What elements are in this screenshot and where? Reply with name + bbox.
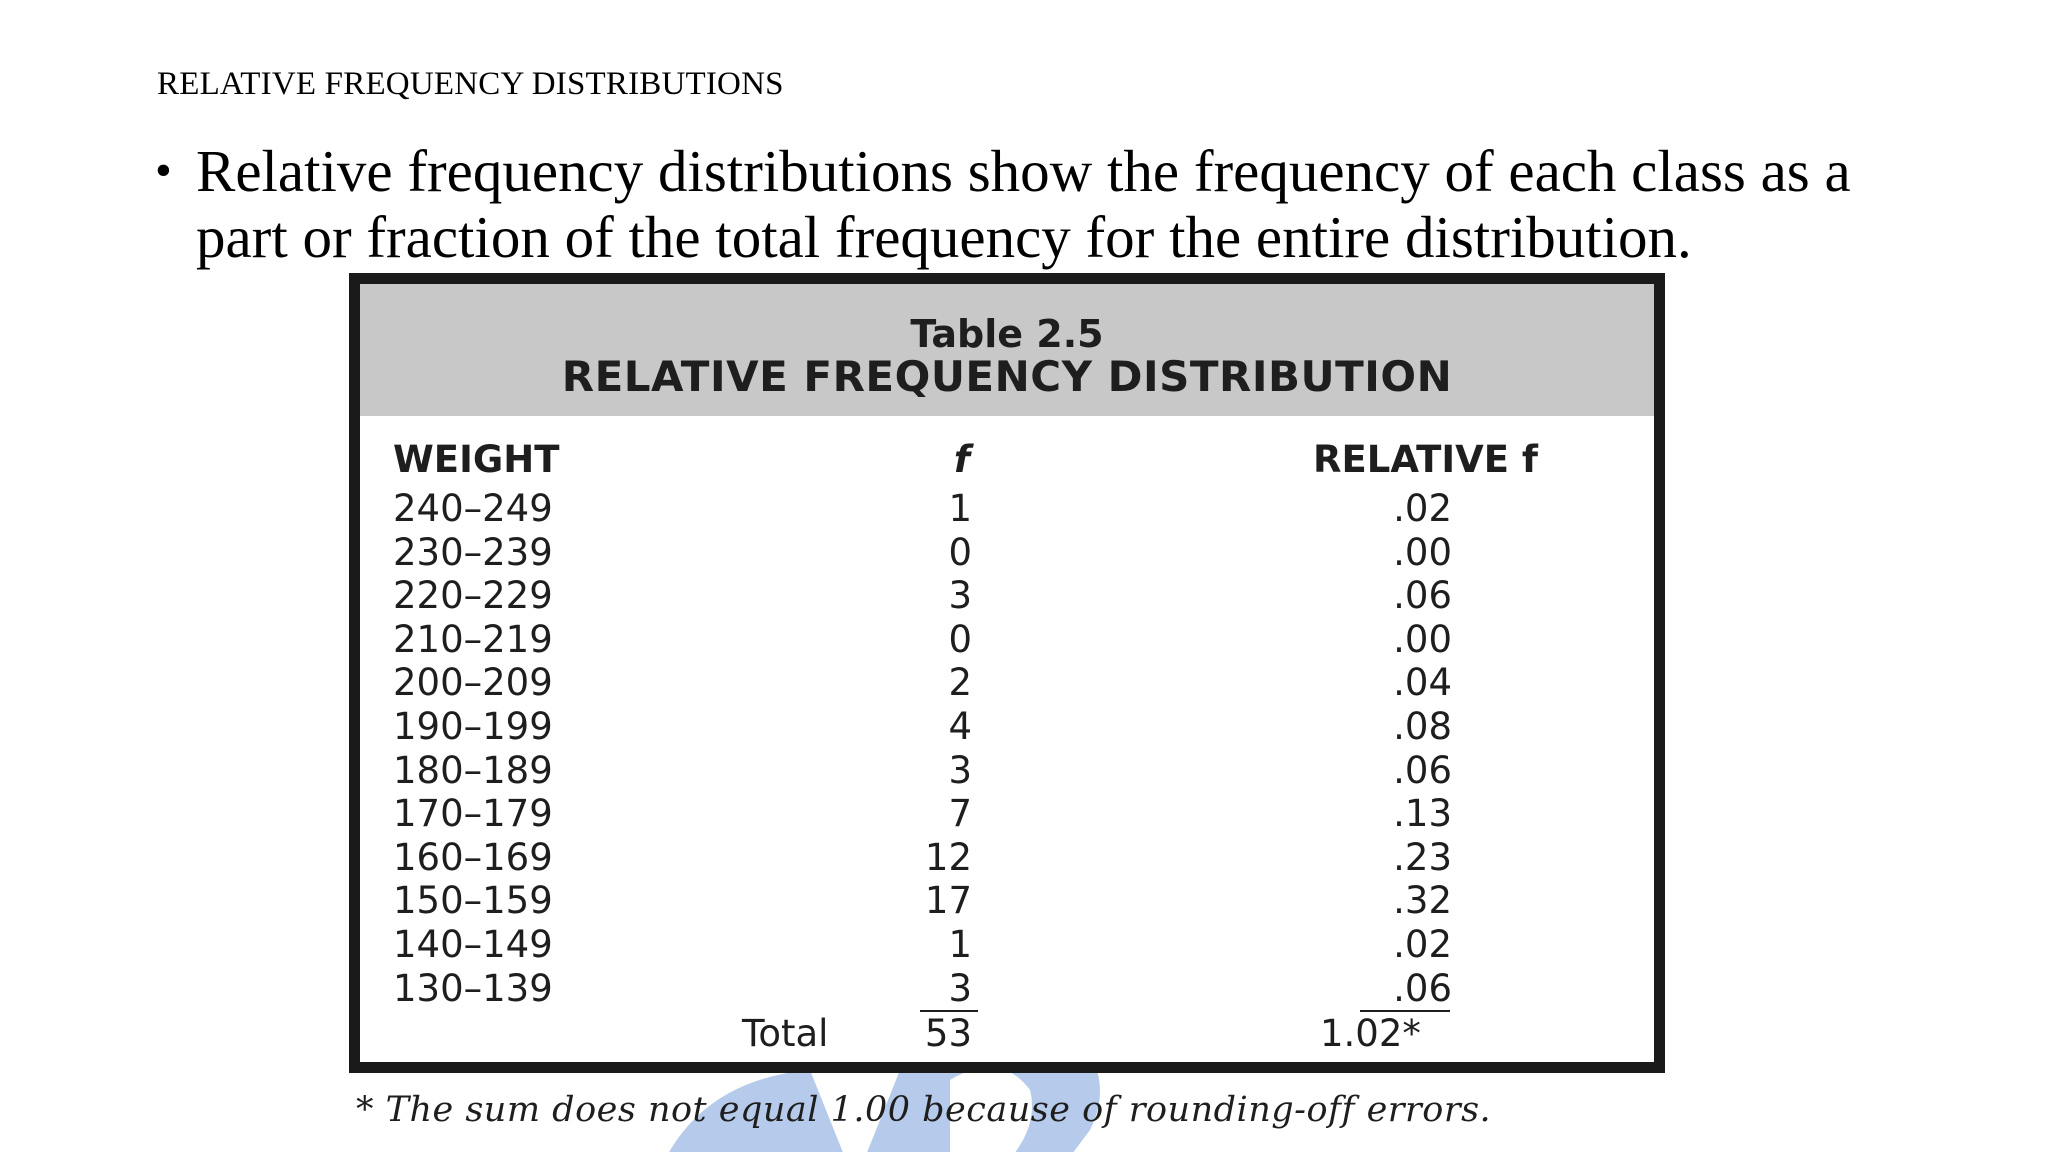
cell-relative-f: .13 bbox=[1393, 792, 1452, 836]
cell-f: 1 bbox=[948, 487, 972, 530]
table-row bbox=[360, 836, 1654, 880]
total-row bbox=[360, 1012, 1654, 1056]
cell-relative-f: .00 bbox=[1393, 530, 1452, 574]
bullet-point bbox=[155, 138, 1955, 270]
table-footnote: * The sum does not equal 1.00 because of rounding-off errors. bbox=[356, 1090, 1492, 1130]
column-header-weight: WEIGHT bbox=[393, 438, 560, 481]
table-row bbox=[360, 705, 1654, 749]
cell-f: 3 bbox=[948, 748, 972, 792]
cell-f: 4 bbox=[948, 704, 972, 748]
cell-relative-f: .32 bbox=[1393, 879, 1452, 923]
table-row bbox=[360, 879, 1654, 923]
table-row bbox=[360, 967, 1654, 1011]
cell-weight: 160–169 bbox=[393, 835, 553, 879]
cell-f: 17 bbox=[924, 879, 972, 923]
total-label: Total bbox=[742, 1012, 829, 1055]
cell-weight: 130–139 bbox=[393, 966, 553, 1010]
cell-relative-f: .06 bbox=[1393, 966, 1452, 1010]
cell-relative-f: .06 bbox=[1393, 574, 1452, 618]
cell-weight: 230–239 bbox=[393, 530, 553, 574]
table-body bbox=[360, 487, 1654, 1010]
cell-f: 12 bbox=[924, 835, 972, 879]
cell-f: 0 bbox=[948, 530, 972, 574]
total-relative-f: 1.02* bbox=[1320, 1012, 1421, 1055]
frequency-table bbox=[349, 273, 1665, 1073]
cell-weight: 140–149 bbox=[393, 922, 553, 966]
cell-weight: 190–199 bbox=[393, 704, 553, 748]
cell-weight: 240–249 bbox=[393, 487, 553, 530]
cell-f: 3 bbox=[948, 574, 972, 618]
table-row bbox=[360, 487, 1654, 531]
cell-f: 1 bbox=[948, 922, 972, 966]
cell-relative-f: .02 bbox=[1393, 922, 1452, 966]
cell-f: 3 bbox=[948, 966, 972, 1010]
cell-weight: 210–219 bbox=[393, 617, 553, 661]
table-row bbox=[360, 792, 1654, 836]
column-header-f: f bbox=[953, 438, 970, 481]
column-header-relative-f: RELATIVE f bbox=[1313, 438, 1538, 481]
table-caption: RELATIVE FREQUENCY DISTRIBUTION bbox=[561, 352, 1453, 401]
cell-weight: 170–179 bbox=[393, 792, 553, 836]
table-row bbox=[360, 618, 1654, 662]
bullet-text: Relative frequency distributions show the frequency of each class as a part or fraction of the total frequency for the entire distribution. bbox=[196, 138, 1851, 270]
table-header bbox=[360, 284, 1654, 416]
cell-f: 0 bbox=[948, 617, 972, 661]
cell-weight: 150–159 bbox=[393, 879, 553, 923]
table-row bbox=[360, 749, 1654, 793]
cell-weight: 220–229 bbox=[393, 574, 553, 618]
cell-weight: 200–209 bbox=[393, 661, 553, 705]
bullet-icon: • bbox=[155, 144, 172, 197]
cell-relative-f: .08 bbox=[1393, 704, 1452, 748]
cell-f: 2 bbox=[948, 661, 972, 705]
table-row bbox=[360, 574, 1654, 618]
cell-weight: 180–189 bbox=[393, 748, 553, 792]
slide-title: RELATIVE FREQUENCY DISTRIBUTIONS bbox=[157, 66, 784, 102]
cell-relative-f: .02 bbox=[1393, 487, 1452, 530]
cell-relative-f: .04 bbox=[1393, 661, 1452, 705]
cell-relative-f: .06 bbox=[1393, 748, 1452, 792]
cell-relative-f: .00 bbox=[1393, 617, 1452, 661]
table-row bbox=[360, 661, 1654, 705]
table-number: Table 2.5 bbox=[910, 312, 1104, 356]
table-row bbox=[360, 923, 1654, 967]
cell-relative-f: .23 bbox=[1393, 835, 1452, 879]
cell-f: 7 bbox=[948, 792, 972, 836]
total-f: 53 bbox=[924, 1012, 972, 1055]
table-row bbox=[360, 531, 1654, 575]
